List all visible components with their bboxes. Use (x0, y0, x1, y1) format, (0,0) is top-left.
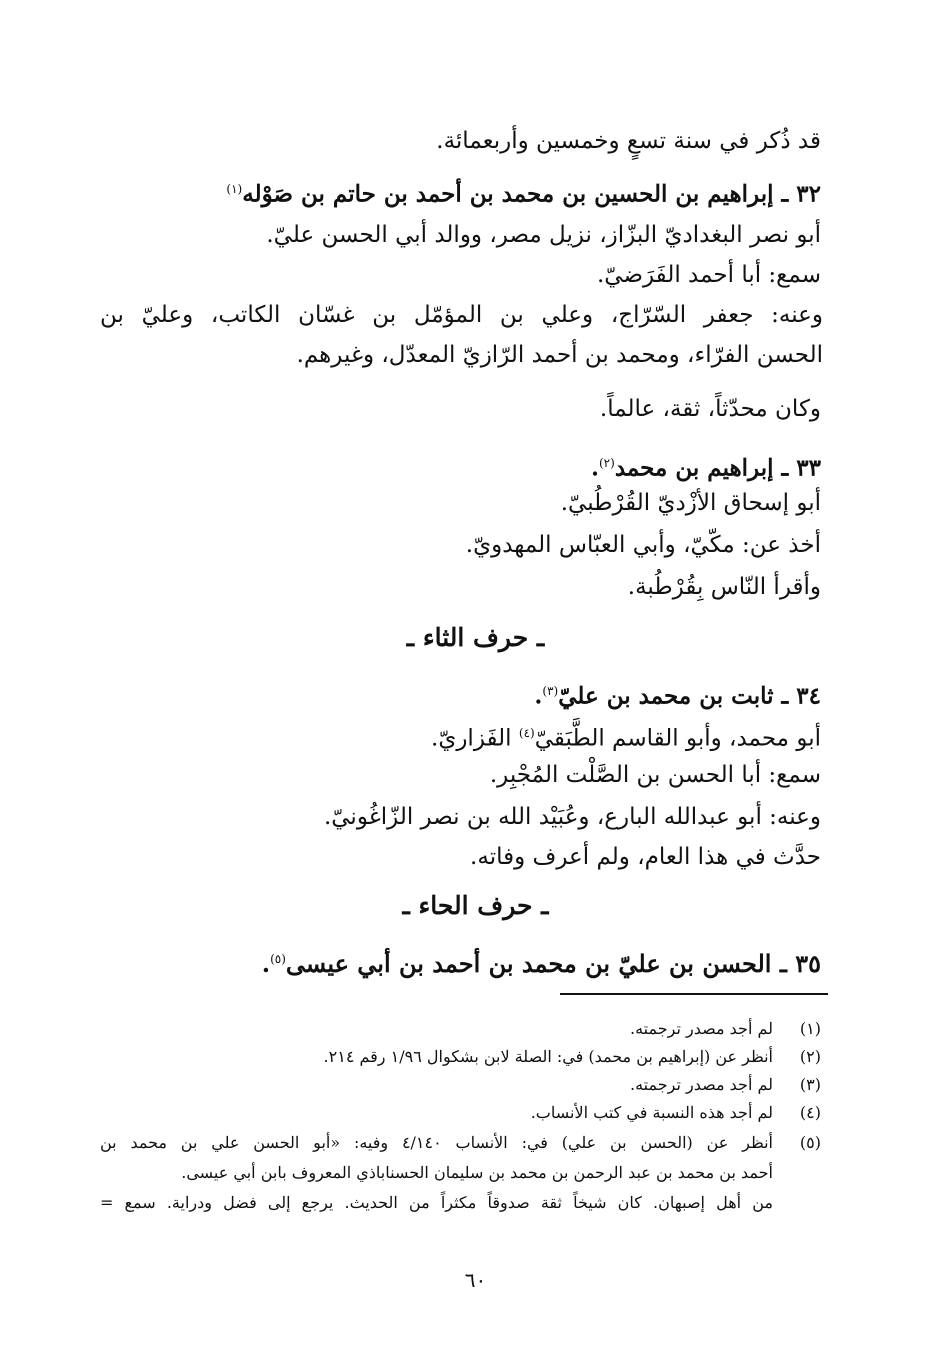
footnote-divider (560, 993, 828, 995)
entry-34-title (100, 674, 821, 714)
text-line: سمع: أبا الحسن بن الصَّلْت المُجْبِر. (489, 762, 821, 788)
text-segment: الفَزاريّ. (431, 725, 519, 752)
footnote-ref[interactable]: (٥) (270, 952, 286, 966)
footnote-text: لم أجد هذه النسبة في كتب الأنساب. (530, 1103, 773, 1122)
footnote-text: أنظر عن (الحسن بن علي) في: الأنساب ٤/١٤٠ وفيه: «أبو الحسن علي بن محمد بن (100, 1133, 773, 1152)
page-number: ٦٠ (464, 1268, 487, 1292)
footnote-ref[interactable]: (١) (226, 182, 243, 196)
section-heading-tha: ـ حرف الثاء ـ (406, 623, 545, 652)
text-line: أبو إسحاق الأزْديّ القُرْطُبيّ. (560, 490, 821, 516)
text-line: حدَّث في هذا العام، ولم أعرف وفاته. (470, 844, 821, 870)
text-segment: أبو محمد، وأبو القاسم الطَّبَقيّ (534, 725, 821, 752)
footnote-ref[interactable]: (٤) (518, 726, 535, 740)
entry-title-end: . (534, 682, 543, 710)
entry-title-text: ٣٥ ـ الحسن بن عليّ بن محمد بن أحمد بن أبي عيسى (285, 949, 821, 978)
footnote-number: (٣) (799, 1075, 821, 1094)
text-line: أخذ عن: مكّيّ، وأبي العبّاس المهدويّ. (465, 532, 821, 558)
footnote-number: (١) (799, 1019, 821, 1038)
text-line: وكان محدّثاً، ثقة، عالماً. (599, 396, 821, 422)
footnote-continuation: من أهل إصبهان. كان شيخاً ثقة صدوقاً مكثراً من الحديث. يرجع إلى فضل ودراية. سمع = (100, 1193, 773, 1212)
entry-33-title (100, 446, 821, 486)
footnote-number: (٥) (799, 1133, 821, 1152)
footnote-number: (٤) (799, 1103, 821, 1122)
entry-title-text: ٣٤ ـ ثابت بن محمد بن عليّ (558, 682, 821, 710)
footnote-text: لم أجد مصدر ترجمته. (630, 1075, 773, 1094)
text-line: قد ذُكر في سنة تسعٍ وخمسين وأربعمائة. (436, 128, 821, 154)
footnote-continuation: أحمد بن محمد بن عبد الرحمن بن محمد بن سليمان الحسناباذي المعروف بابن أبي عيسى. (181, 1163, 773, 1182)
text-line: الحسن الفرّاء، ومحمد بن أحمد الرّازيّ المعدّل، وغيرهم. (296, 342, 823, 368)
footnote-ref[interactable]: (٢) (598, 456, 615, 470)
entry-title-end: . (590, 454, 599, 482)
footnote-ref[interactable]: (٣) (542, 684, 559, 698)
entry-title-text: ٣٣ ـ إبراهيم بن محمد (614, 454, 821, 482)
entry-title-end: . (261, 949, 271, 978)
text-line: أبو نصر البغداديّ البزّاز، نزيل مصر، ووالد أبي الحسن عليّ. (266, 222, 821, 248)
text-line: وعنه: جعفر السّرّاج، وعلي بن المؤمّل بن غسّان الكاتب، وعليّ بن (100, 302, 823, 328)
text-line: وأقرأ النّاس بِقُرْطُبة. (627, 574, 821, 600)
entry-35-title (100, 942, 821, 981)
footnote-text: أنظر عن (إبراهيم بن محمد) في: الصلة لابن بشكوال ١/٩٦ رقم ٢١٤. (323, 1047, 773, 1066)
entry-32-title (100, 172, 821, 212)
footnote-number: (٢) (799, 1047, 821, 1066)
footnote-text: لم أجد مصدر ترجمته. (630, 1019, 773, 1038)
section-heading-ha: ـ حرف الحاء ـ (402, 891, 549, 920)
text-line: وعنه: أبو عبدالله البارع، وعُبَيْد الله بن نصر الزّاغُونيّ. (323, 804, 821, 830)
text-line (100, 716, 821, 756)
entry-title-text: ٣٢ ـ إبراهيم بن الحسين بن محمد بن أحمد بن حاتم بن صَوْله (242, 180, 821, 208)
text-line: سمع: أبا أحمد الفَرَضيّ. (596, 262, 821, 288)
